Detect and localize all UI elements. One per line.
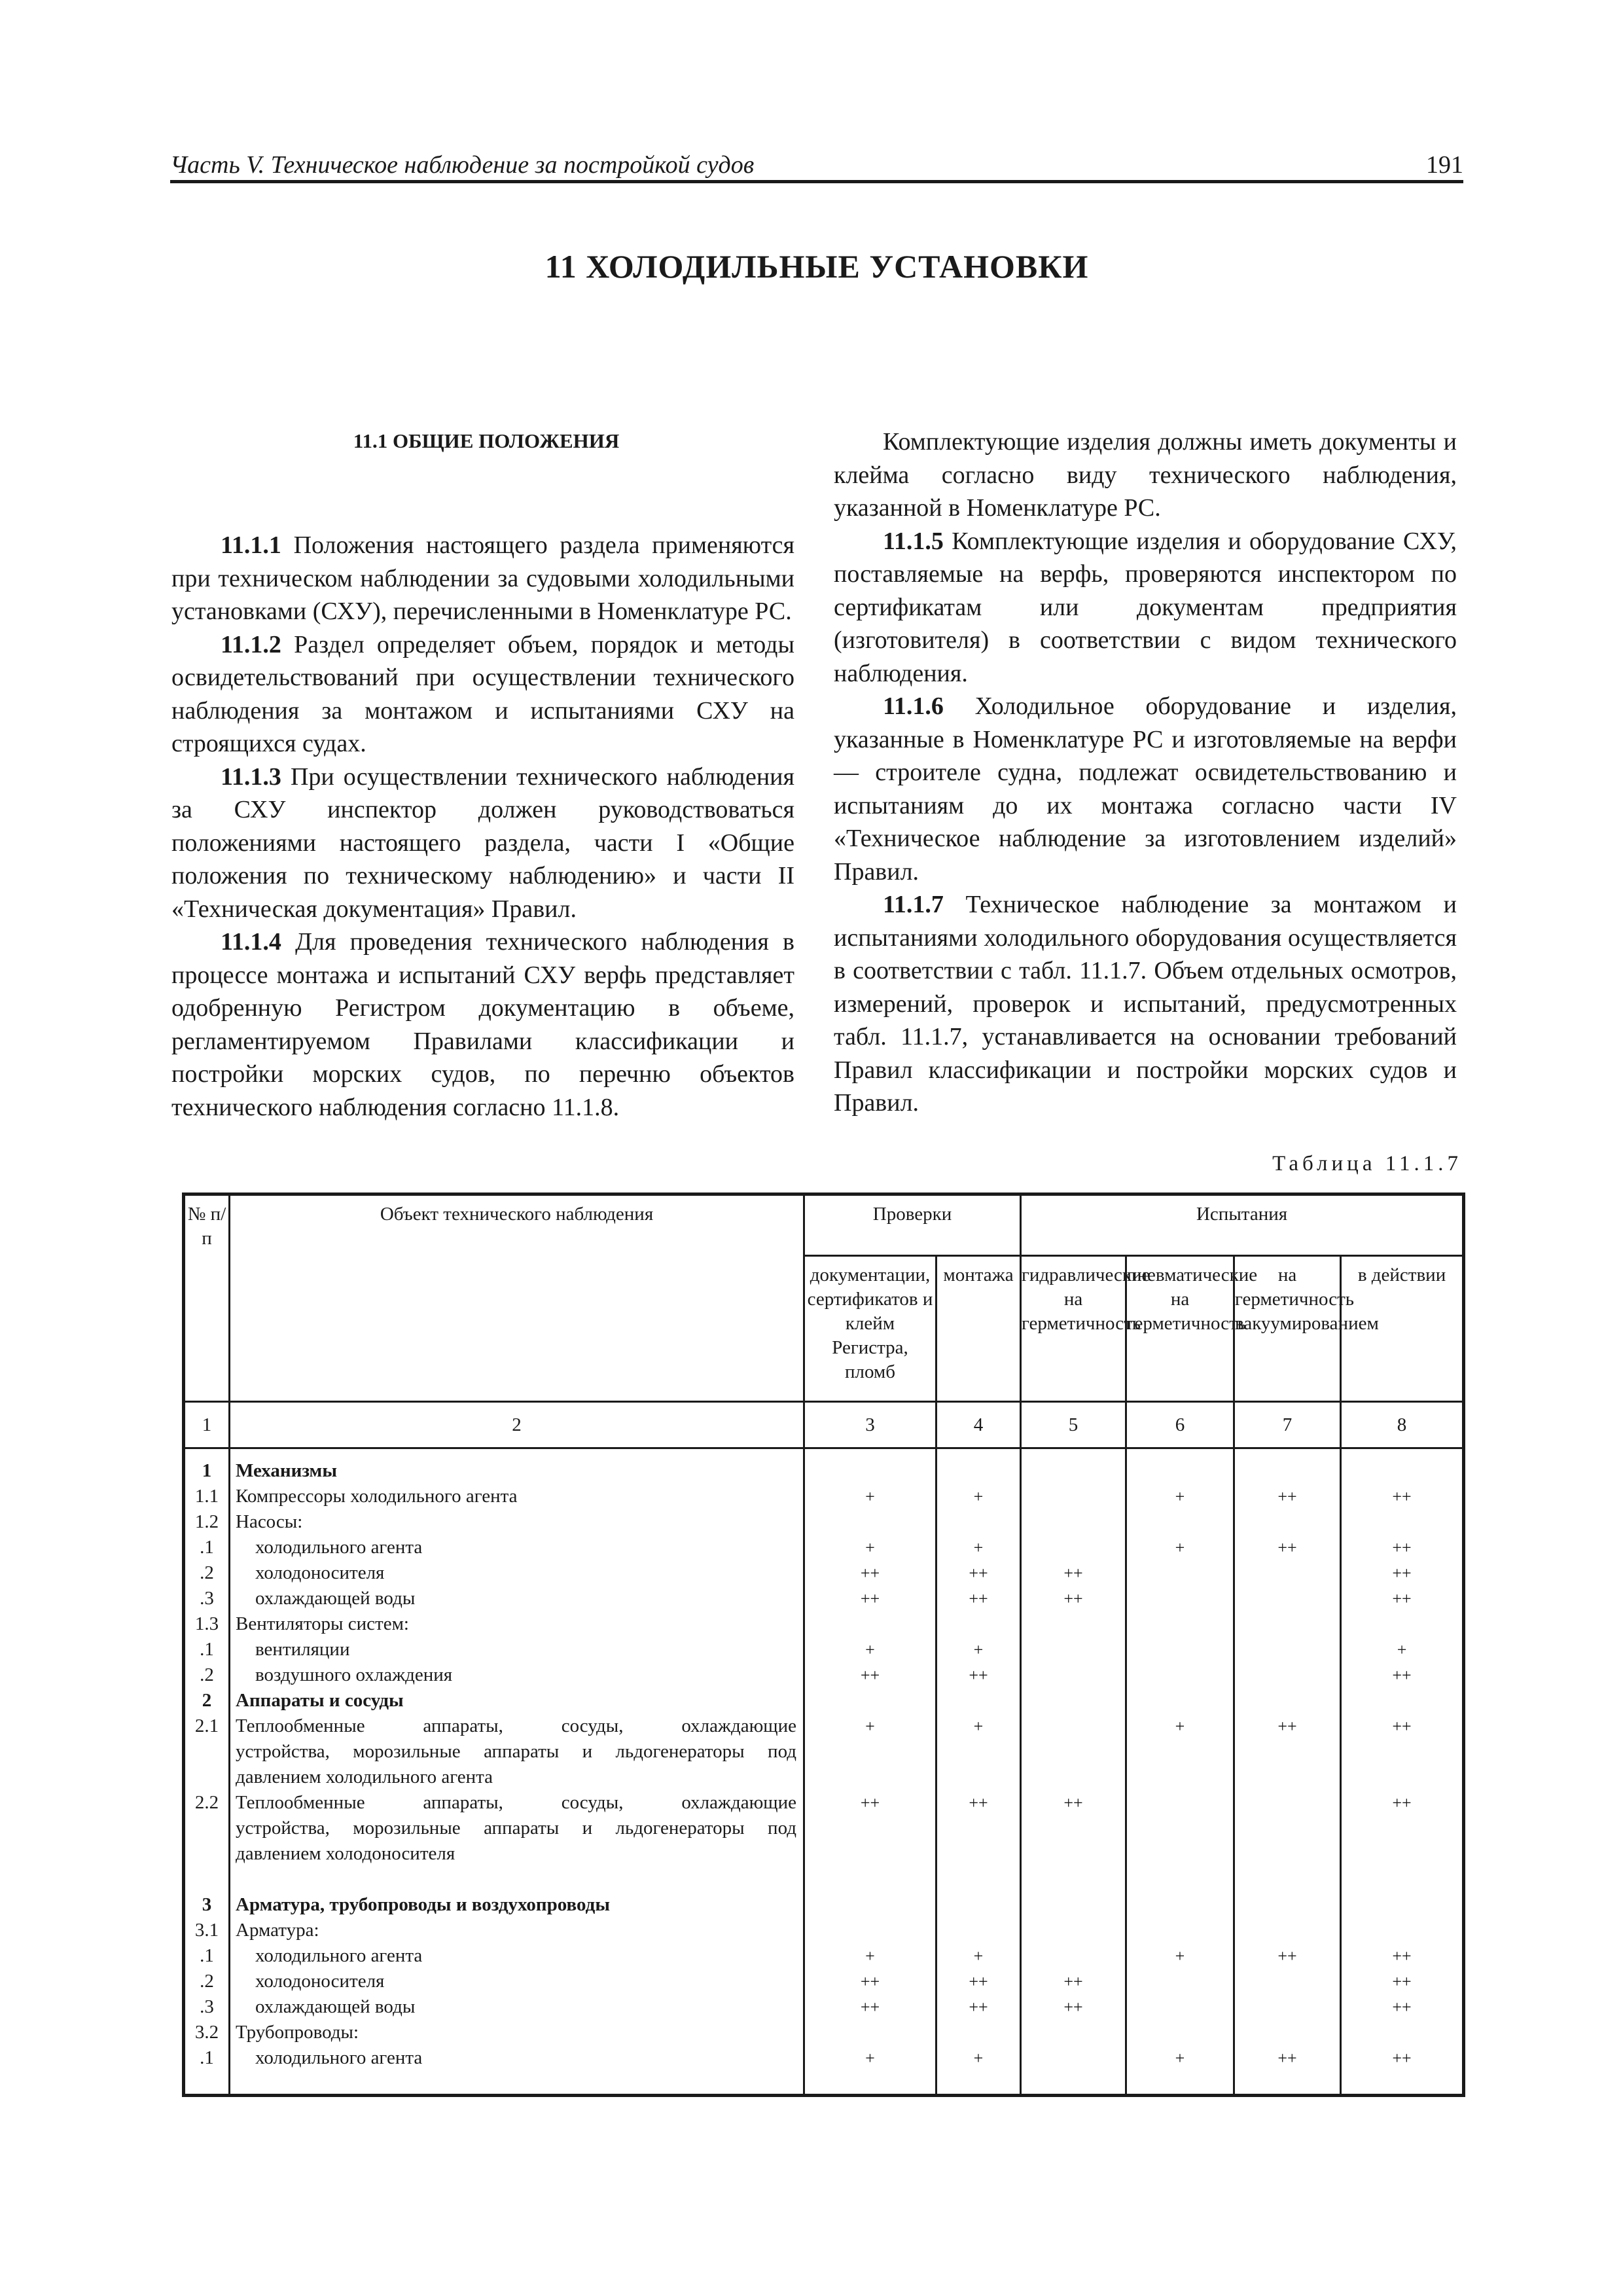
row-mark — [1022, 1662, 1125, 1688]
header-num: № п/п — [184, 1194, 230, 1402]
paragraph — [171, 761, 794, 926]
row-object-text: давлением холодоносителя — [236, 1843, 455, 1864]
column-number: 3 — [804, 1402, 936, 1448]
row-mark — [1022, 1739, 1125, 1765]
table-column-vacuum — [1234, 1448, 1341, 2096]
row-mark — [1342, 1918, 1462, 1943]
row-mark — [805, 1611, 935, 1637]
row-object-text: Насосы: — [236, 1511, 303, 1532]
paragraph-number: 11.1.6 — [883, 692, 944, 720]
row-mark — [937, 1816, 1020, 1841]
row-mark: ++ — [1277, 1487, 1297, 1506]
row-mark: + — [865, 1640, 875, 1659]
paragraph-text: При осуществлении технического наблюдения за СХУ инспектор должен руководствоваться положениями настоящего раздела, части I «Общие положения по техническому наблюдению» и части II «Техническая документация» Правил. — [171, 762, 794, 923]
header-group-tests: Испытания — [1021, 1194, 1464, 1256]
row-mark — [1022, 1611, 1125, 1637]
row-mark — [1022, 1535, 1125, 1560]
row-mark — [1235, 1509, 1340, 1535]
row-mark — [1022, 2020, 1125, 2045]
header-c7: на герметичность вакуумированием — [1234, 1256, 1341, 1402]
row-mark: + — [1175, 1946, 1185, 1965]
row-mark — [1342, 1509, 1462, 1535]
paragraph-text: Комплектующие изделия и оборудование СХУ, поставляемые на верфь, проверяются инспектором по сертификатам или документам предприятия (изготовителя) в соответствии с видом технического наблюдения. — [834, 527, 1457, 687]
row-number: 1.2 — [194, 1511, 219, 1532]
row-mark — [1022, 1637, 1125, 1662]
running-header — [170, 140, 1463, 183]
row-mark — [937, 1765, 1020, 1790]
paragraph-number: 11.1.4 — [221, 928, 281, 956]
row-mark — [805, 1892, 935, 1918]
row-number: 2.2 — [194, 1792, 219, 1813]
header-c6: пневматические на герметичность — [1126, 1256, 1234, 1402]
row-mark — [805, 1739, 935, 1765]
row-number: .3 — [200, 1588, 214, 1609]
row-number: 2 — [202, 1690, 212, 1711]
row-mark: + — [865, 1946, 875, 1965]
row-mark — [805, 2020, 935, 2045]
column-number: 6 — [1126, 1402, 1234, 1448]
row-mark — [1022, 1713, 1125, 1739]
row-mark: ++ — [1392, 1998, 1412, 2017]
row-mark: ++ — [1277, 1538, 1297, 1557]
row-mark: ++ — [969, 1972, 988, 1991]
row-mark — [1022, 1509, 1125, 1535]
row-mark: ++ — [860, 1564, 880, 1583]
row-mark: ++ — [1277, 1717, 1297, 1736]
header-c8: в действии — [1341, 1256, 1464, 1402]
row-mark — [937, 1918, 1020, 1943]
row-mark: ++ — [969, 1564, 988, 1583]
row-mark: + — [973, 1946, 984, 1965]
row-mark — [1342, 1458, 1462, 1484]
row-number: .2 — [200, 1664, 214, 1685]
row-mark — [1235, 1765, 1340, 1790]
row-object-text: Механизмы — [236, 1460, 337, 1481]
row-number — [185, 1841, 228, 1867]
row-mark — [1127, 1560, 1233, 1586]
right-column — [834, 425, 1457, 1120]
row-mark: ++ — [860, 1998, 880, 2017]
left-paragraphs — [171, 529, 794, 1124]
row-object-text: устройства, морозильные аппараты и льдогенераторы под — [236, 1741, 796, 1762]
table-column-num — [184, 1448, 230, 2096]
row-mark: ++ — [969, 1589, 988, 1608]
section-heading: 11.1 ОБЩИЕ ПОЛОЖЕНИЯ — [353, 429, 620, 452]
row-mark — [805, 1867, 935, 1892]
table-caption: Таблица 11.1.7 — [1272, 1152, 1462, 1175]
row-mark — [1235, 2020, 1340, 2045]
row-mark — [1342, 1867, 1462, 1892]
row-mark — [1235, 1458, 1340, 1484]
row-mark: + — [1175, 1538, 1185, 1557]
paragraph-number: 11.1.1 — [221, 531, 281, 559]
row-object-text: холодоносителя — [255, 1562, 385, 1583]
row-mark — [937, 1509, 1020, 1535]
row-mark: ++ — [1392, 1946, 1412, 1965]
paragraph-text: Положения настоящего раздела применяются при техническом наблюдении за судовыми холодильными установками (СХУ), перечисленными в Номенклатуре РС. — [171, 531, 794, 625]
row-object-text: Трубопроводы: — [236, 2022, 359, 2043]
running-title: Часть V. Техническое наблюдение за постройкой судов — [170, 151, 755, 179]
row-mark: + — [973, 2049, 984, 2068]
column-number: 7 — [1234, 1402, 1341, 1448]
header-c3: документации, сертификатов и клейм Регистра, пломб — [804, 1256, 936, 1402]
row-mark: ++ — [860, 1793, 880, 1812]
paragraph-number: 11.1.2 — [221, 630, 281, 658]
row-number — [185, 1739, 228, 1765]
row-object-text: давлением холодильного агента — [236, 1767, 493, 1787]
paragraph-number: 11.1.5 — [883, 527, 944, 555]
row-mark: + — [865, 1717, 875, 1736]
row-mark — [805, 1841, 935, 1867]
row-number: 3.1 — [194, 1920, 219, 1941]
column-number: 8 — [1341, 1402, 1464, 1448]
row-mark — [1235, 1816, 1340, 1841]
column-number: 5 — [1021, 1402, 1126, 1448]
header-c5: гидравлические на герметичность — [1021, 1256, 1126, 1402]
row-number: 1.3 — [194, 1613, 219, 1634]
row-mark — [1235, 1560, 1340, 1586]
row-mark — [1342, 1739, 1462, 1765]
right-paragraphs — [834, 425, 1457, 1120]
row-mark — [1022, 1918, 1125, 1943]
row-number: 2.1 — [194, 1715, 219, 1736]
row-mark — [937, 1688, 1020, 1713]
row-mark: ++ — [1392, 1487, 1412, 1506]
row-mark — [1127, 1662, 1233, 1688]
row-mark — [1342, 1611, 1462, 1637]
paragraph-text: Техническое наблюдение за монтажом и испытаниями холодильного оборудования осуществляется в соответствии с табл. 11.1.7. Объем отдельных осмотров, измерений, проверок и испытаний, предусмотренных табл. 11.1.7, устанавливается на основании требований Правил классификации и постройки морских судов и Правил. — [834, 891, 1457, 1117]
row-mark — [1127, 1586, 1233, 1611]
row-object-text: вентиляции — [255, 1639, 350, 1660]
table-column-object — [230, 1448, 804, 2096]
row-mark — [1127, 1509, 1233, 1535]
row-object-text: охлаждающей воды — [255, 1588, 416, 1609]
row-number: .2 — [200, 1971, 214, 1992]
row-mark — [1235, 1739, 1340, 1765]
row-object-text: Вентиляторы систем: — [236, 1613, 409, 1634]
row-mark: + — [973, 1640, 984, 1659]
row-mark — [1127, 1688, 1233, 1713]
row-mark — [937, 1611, 1020, 1637]
row-number — [185, 1867, 228, 1892]
row-mark: ++ — [1063, 1972, 1083, 1991]
row-mark: + — [973, 1487, 984, 1506]
row-mark: ++ — [969, 1998, 988, 2017]
row-mark — [1235, 1637, 1340, 1662]
row-mark — [1127, 1611, 1233, 1637]
row-object-text — [230, 1867, 803, 1892]
row-mark: + — [1175, 1717, 1185, 1736]
row-mark — [1127, 1841, 1233, 1867]
row-mark — [1022, 1943, 1125, 1969]
row-mark: ++ — [860, 1972, 880, 1991]
row-mark: ++ — [1392, 1793, 1412, 1812]
row-mark — [937, 1739, 1020, 1765]
row-mark: ++ — [1392, 1972, 1412, 1991]
row-mark — [805, 1816, 935, 1841]
paragraph — [834, 888, 1457, 1120]
row-mark: ++ — [1063, 1998, 1083, 2017]
row-mark: ++ — [1277, 1946, 1297, 1965]
row-mark: ++ — [969, 1666, 988, 1685]
column-number: 2 — [230, 1402, 804, 1448]
paragraph-text: Раздел определяет объем, порядок и методы освидетельствований при осуществлении технического наблюдения за монтажом и испытаниями СХУ на строящихся судах. — [171, 630, 794, 757]
row-mark — [1235, 1790, 1340, 1816]
row-mark — [937, 1458, 1020, 1484]
row-object-text: Арматура: — [236, 1920, 319, 1941]
row-mark — [805, 1918, 935, 1943]
paragraph — [171, 925, 794, 1124]
row-mark — [1235, 1662, 1340, 1688]
row-mark — [1127, 1867, 1233, 1892]
row-mark — [937, 1892, 1020, 1918]
row-mark — [1022, 1484, 1125, 1509]
row-mark — [1235, 1688, 1340, 1713]
row-mark: + — [973, 1717, 984, 1736]
page-number: 191 — [1426, 151, 1463, 179]
row-mark — [937, 1867, 1020, 1892]
row-mark — [1127, 1637, 1233, 1662]
paragraph-text: Для проведения технического наблюдения в процессе монтажа и испытаний СХУ верфь представляет одобренную Регистром документацию в объеме, регламентируемом Правилами классификации и постройки морских судов, по перечню объектов технического наблюдения согласно 11.1.8. — [171, 928, 794, 1121]
row-number — [185, 1816, 228, 1841]
row-object-text: Компрессоры холодильного агента — [236, 1486, 518, 1507]
paragraph-text: Холодильное оборудование и изделия, указанные в Номенклатуре РС и изготовляемые на верфи — строителе судна, подлежат освидетельствованию и испытаниям до их монтажа согласно части IV «Техническое наблюдение за изготовлением изделий» Правил. — [834, 692, 1457, 886]
row-mark: ++ — [860, 1666, 880, 1685]
row-mark: + — [865, 1487, 875, 1506]
row-mark — [1127, 1918, 1233, 1943]
row-mark — [1342, 1841, 1462, 1867]
chapter-title: 11 ХОЛОДИЛЬНЫЕ УСТАНОВКИ — [544, 248, 1089, 285]
table-column-documents — [804, 1448, 936, 2096]
row-mark: + — [865, 2049, 875, 2068]
row-number: .3 — [200, 1996, 214, 2017]
row-mark — [1127, 1994, 1233, 2020]
row-mark — [1022, 1765, 1125, 1790]
row-mark — [1127, 1790, 1233, 1816]
row-object-text: воздушного охлаждения — [255, 1664, 453, 1685]
paragraph-text: Комплектующие изделия должны иметь документы и клейма согласно виду технического наблюдения, указанной в Номенклатуре РС. — [834, 428, 1457, 522]
row-number: 3.2 — [194, 2022, 219, 2043]
row-object-text: Арматура, трубопроводы и воздухопроводы — [236, 1894, 610, 1915]
row-mark — [1022, 1867, 1125, 1892]
row-mark — [1022, 1816, 1125, 1841]
row-mark: + — [865, 1538, 875, 1557]
row-mark: ++ — [1392, 1564, 1412, 1583]
row-mark: + — [1175, 2049, 1185, 2068]
row-mark — [1127, 1765, 1233, 1790]
row-number: .1 — [200, 1945, 214, 1966]
row-mark — [1235, 1867, 1340, 1892]
row-object-text: Теплообменные аппараты, сосуды, охлаждающие — [236, 1715, 796, 1736]
header-object: Объект технического наблюдения — [230, 1194, 804, 1402]
row-number — [185, 1765, 228, 1790]
row-object-text: холодильного агента — [255, 2047, 423, 2068]
row-number: .2 — [200, 1562, 214, 1583]
row-mark — [805, 1509, 935, 1535]
row-mark: ++ — [1392, 1589, 1412, 1608]
row-mark — [1127, 1739, 1233, 1765]
row-mark — [937, 1841, 1020, 1867]
row-mark — [1342, 1765, 1462, 1790]
row-mark — [805, 1688, 935, 1713]
table-column-operation — [1341, 1448, 1464, 2096]
row-mark — [1127, 1892, 1233, 1918]
row-mark — [1342, 1892, 1462, 1918]
row-mark — [937, 2020, 1020, 2045]
row-object-text: Аппараты и сосуды — [236, 1690, 404, 1711]
row-mark — [1022, 1688, 1125, 1713]
row-mark: ++ — [1063, 1589, 1083, 1608]
row-mark — [1235, 1586, 1340, 1611]
paragraph — [171, 529, 794, 628]
row-mark — [1342, 1688, 1462, 1713]
paragraph — [171, 628, 794, 761]
row-mark: + — [1175, 1487, 1185, 1506]
row-number: 3 — [202, 1894, 212, 1915]
left-column — [171, 428, 794, 1124]
row-mark — [1235, 1611, 1340, 1637]
row-mark — [1342, 1816, 1462, 1841]
row-mark — [805, 1458, 935, 1484]
row-mark — [1235, 1918, 1340, 1943]
row-mark — [1127, 2020, 1233, 2045]
row-mark: + — [1397, 1640, 1407, 1659]
column-number: 4 — [936, 1402, 1021, 1448]
row-mark: ++ — [1392, 1538, 1412, 1557]
row-number: 1 — [202, 1460, 212, 1481]
row-mark — [1235, 1841, 1340, 1867]
row-object-text: Теплообменные аппараты, сосуды, охлаждающие — [236, 1792, 796, 1813]
row-number: .1 — [200, 1537, 214, 1558]
paragraph — [834, 690, 1457, 888]
table-column-mounting — [936, 1448, 1021, 2096]
row-mark — [1127, 1816, 1233, 1841]
row-mark: ++ — [1392, 1717, 1412, 1736]
row-mark — [805, 1765, 935, 1790]
column-number-row — [184, 1402, 1464, 1448]
row-mark: + — [973, 1538, 984, 1557]
observation-table — [182, 1193, 1465, 2097]
row-number: .1 — [200, 2047, 214, 2068]
row-object-text: холодоносителя — [255, 1971, 385, 1992]
row-object-text: охлаждающей воды — [255, 1996, 416, 2017]
row-mark — [1022, 1892, 1125, 1918]
row-mark: ++ — [1277, 2049, 1297, 2068]
row-number: 1.1 — [194, 1486, 219, 1507]
paragraph-number: 11.1.3 — [221, 762, 281, 791]
header-c4: монтажа — [936, 1256, 1021, 1402]
paragraph — [834, 425, 1457, 525]
row-mark — [1342, 2020, 1462, 2045]
row-mark — [1022, 2045, 1125, 2071]
row-mark: ++ — [969, 1793, 988, 1812]
row-mark: ++ — [860, 1589, 880, 1608]
row-object-text: холодильного агента — [255, 1945, 423, 1966]
row-mark — [1127, 1969, 1233, 1994]
row-mark: ++ — [1063, 1793, 1083, 1812]
header-group-checks: Проверки — [804, 1194, 1021, 1256]
row-mark: ++ — [1392, 1666, 1412, 1685]
row-object-text: устройства, морозильные аппараты и льдогенераторы под — [236, 1818, 796, 1839]
row-mark — [1022, 1458, 1125, 1484]
row-mark: ++ — [1063, 1564, 1083, 1583]
table-column-pneumatic — [1126, 1448, 1234, 2096]
row-mark — [1235, 1892, 1340, 1918]
paragraph-number: 11.1.7 — [883, 891, 944, 918]
table-column-hydraulic — [1021, 1448, 1126, 2096]
row-mark — [1235, 1969, 1340, 1994]
row-mark — [1127, 1458, 1233, 1484]
row-number: .1 — [200, 1639, 214, 1660]
paragraph — [834, 525, 1457, 691]
row-object-text: холодильного агента — [255, 1537, 423, 1558]
column-number: 1 — [184, 1402, 230, 1448]
row-mark: ++ — [1392, 2049, 1412, 2068]
row-mark — [1235, 1994, 1340, 2020]
row-mark — [1022, 1841, 1125, 1867]
